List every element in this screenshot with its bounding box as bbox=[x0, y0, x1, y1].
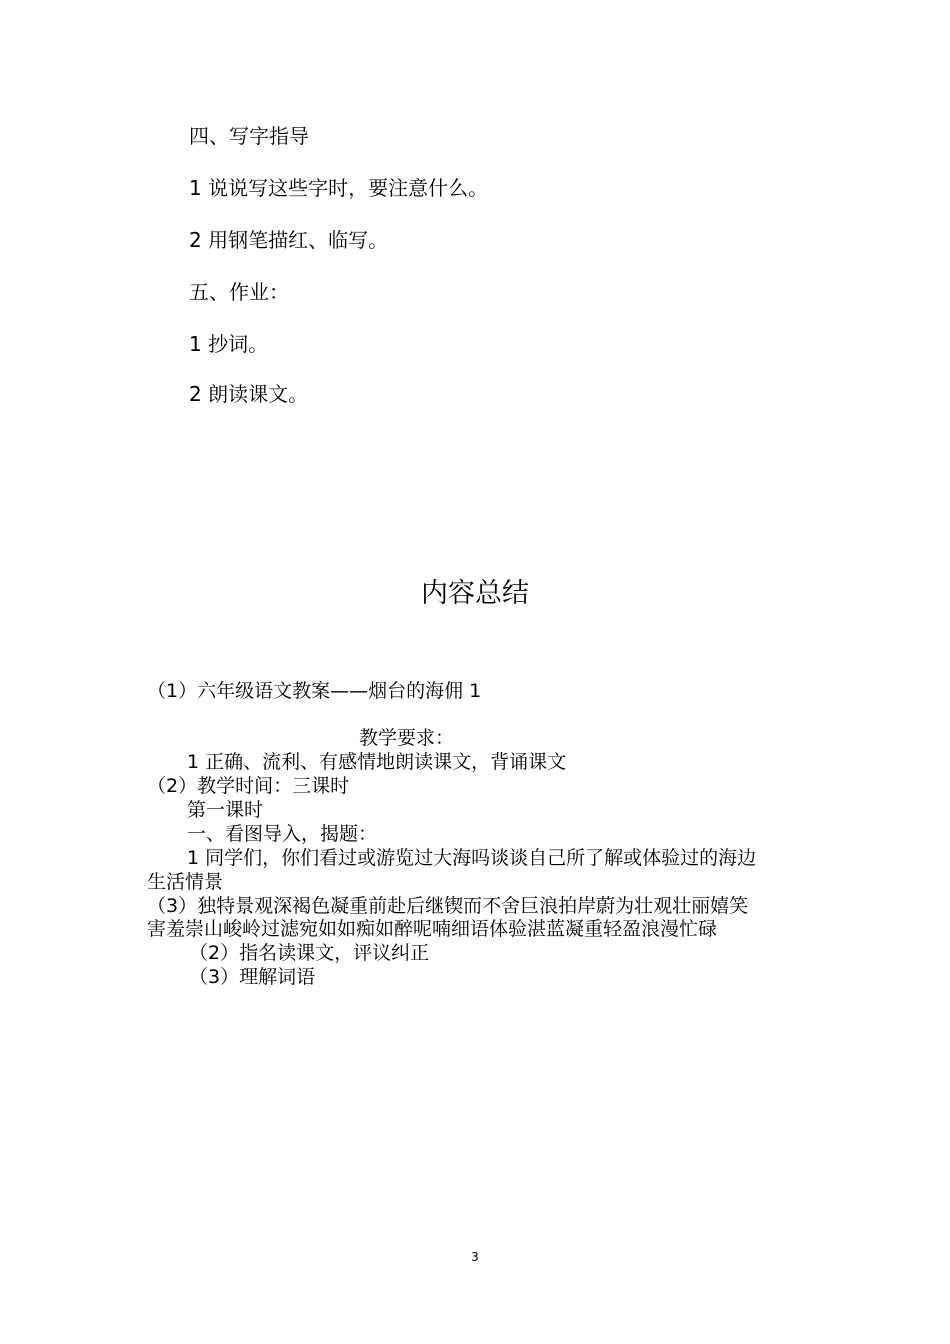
homework-item-1: 1 抄词。 bbox=[189, 332, 269, 356]
summary-line: （1）六年级语文教案——烟台的海佣 1 bbox=[147, 680, 482, 702]
summary-line: 第一课时 bbox=[187, 799, 264, 821]
heading-writing-guidance: 四、写字指导 bbox=[189, 124, 309, 148]
writing-item-1: 1 说说写这些字时，要注意什么。 bbox=[189, 176, 489, 200]
summary-line: （2）教学时间：三课时 bbox=[147, 775, 350, 797]
page-number: 3 bbox=[471, 1250, 479, 1264]
summary-title: 内容总结 bbox=[421, 578, 529, 609]
summary-line: （3）独特景观深褐色凝重前赴后继锲而不舍巨浪拍岸蔚为壮观壮丽嬉笑 bbox=[147, 895, 749, 917]
summary-line: 生活情景 bbox=[147, 871, 224, 893]
heading-homework: 五、作业： bbox=[189, 280, 289, 304]
summary-line: 1 同学们，你们看过或游览过大海吗谈谈自己所了解或体验过的海边 bbox=[187, 847, 757, 869]
homework-item-2: 2 朗读课文。 bbox=[189, 382, 309, 406]
summary-line: 害羞崇山峻岭过滤宛如如痴如醉呢喃细语体验湛蓝凝重轻盈浪漫忙碌 bbox=[147, 918, 718, 940]
writing-item-2: 2 用钢笔描红、临写。 bbox=[189, 228, 389, 252]
summary-line: （2）指名读课文，评议纠正 bbox=[189, 942, 430, 964]
summary-line: 教学要求： bbox=[359, 727, 455, 749]
summary-line: 一、看图导入，揭题： bbox=[187, 823, 378, 845]
summary-line: 1 正确、流利、有感情地朗读课文，背诵课文 bbox=[187, 751, 567, 773]
summary-line: （3）理解词语 bbox=[189, 966, 316, 988]
